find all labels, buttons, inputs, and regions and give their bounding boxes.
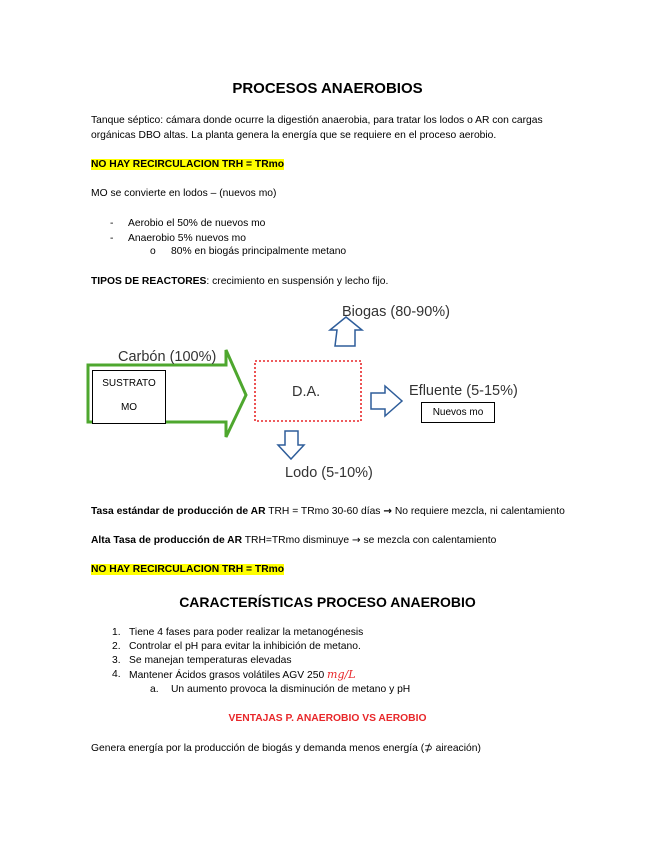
list-letter: a.: [150, 684, 159, 695]
tipos-label: TIPOS DE REACTORES: [91, 276, 207, 287]
agv-unit: mg/L: [327, 668, 356, 681]
list-item-fases: Tiene 4 fases para poder realizar la metanogénesis: [129, 627, 364, 638]
subbullet-marker: o: [150, 246, 156, 257]
final-line: [91, 741, 481, 756]
tipos-reactores: [91, 275, 388, 289]
highlight-recirculacion-2: NO HAY RECIRCULACION TRH = TRmo: [91, 564, 285, 575]
tasa-estandar-text: TRH = TRmo 30-60 días: [265, 506, 384, 517]
alta-tasa-text-2: se mezcla con calentamiento: [360, 535, 497, 546]
biogas-label: Biogas (80-90%): [342, 304, 450, 320]
ventajas-title: VENTAJAS P. ANAEROBIO VS AEROBIO: [228, 713, 427, 724]
caracteristicas-title: CARACTERÍSTICAS PROCESO ANAEROBIO: [179, 594, 476, 610]
list-number: 4.: [112, 669, 121, 680]
list-number: 3.: [112, 655, 121, 666]
bullet-anaerobio: Anaerobio 5% nuevos mo: [128, 233, 246, 244]
final-text-1: Genera energía por la producción de biogás y demanda menos energía (: [91, 743, 425, 754]
tipos-text: : crecimiento en suspensión y lecho fijo.: [206, 276, 389, 287]
sustrato-line-1: SUSTRATO: [102, 378, 156, 389]
alta-tasa-text: TRH=TRmo disminuye: [242, 535, 353, 546]
mo-line: MO se convierte en lodos – (nuevos mo): [91, 188, 277, 199]
list-number: 2.: [112, 641, 121, 652]
page-title: PROCESOS ANAEROBIOS: [232, 80, 423, 97]
tasa-estandar: [91, 504, 565, 519]
sub-item-aumento: Un aumento provoca la disminución de metano y pH: [171, 684, 411, 695]
da-label: D.A.: [292, 384, 321, 400]
tasa-estandar-text-2: No requiere mezcla, ni calentamiento: [391, 506, 565, 517]
list-item-ph: Controlar el pH para evitar la inhibición de metano.: [129, 641, 361, 652]
not-superset-icon: ⊅: [424, 742, 433, 754]
final-text-2: aireación): [432, 743, 481, 754]
lodo-down-arrow: [278, 431, 304, 459]
bullet-marker: -: [110, 233, 114, 244]
sustrato-box: [92, 370, 166, 424]
intro-line-1: Tanque séptico: cámara donde ocurre la digestión anaerobia, para tratar los lodos o AR con cargas: [91, 115, 543, 126]
biogas-up-arrow: [330, 317, 362, 346]
list-item-agv: [129, 668, 356, 683]
highlight-recirculacion-1: NO HAY RECIRCULACION TRH = TRmo: [91, 159, 285, 170]
tasa-estandar-label: Tasa estándar de producción de AR: [91, 506, 266, 517]
efluente-right-arrow: [371, 386, 402, 416]
intro-line-2: orgánicas DBO altas. La planta genera la energía que se requiere en el proceso aerobio.: [91, 130, 497, 141]
alta-tasa: [91, 533, 496, 548]
nuevos-mo-box: Nuevos mo: [421, 402, 495, 423]
arrow-icon: →: [383, 505, 392, 517]
efluente-label: Efluente (5-15%): [409, 383, 518, 399]
list-item-temperaturas: Se manejan temperaturas elevadas: [129, 655, 292, 666]
list-item-agv-text: Mantener Ácidos grasos volátiles AGV 250: [129, 670, 328, 681]
subbullet-biogas: 80% en biogás principalmente metano: [171, 246, 347, 257]
list-number: 1.: [112, 627, 121, 638]
lodo-label: Lodo (5-10%): [285, 465, 373, 481]
alta-tasa-label: Alta Tasa de producción de AR: [91, 535, 243, 546]
bullet-marker: -: [110, 218, 114, 229]
sustrato-line-2: MO: [120, 402, 138, 413]
bullet-aerobio: Aerobio el 50% de nuevos mo: [128, 218, 266, 229]
carbon-label: Carbón (100%): [118, 349, 217, 365]
arrow-icon: →: [352, 534, 361, 546]
